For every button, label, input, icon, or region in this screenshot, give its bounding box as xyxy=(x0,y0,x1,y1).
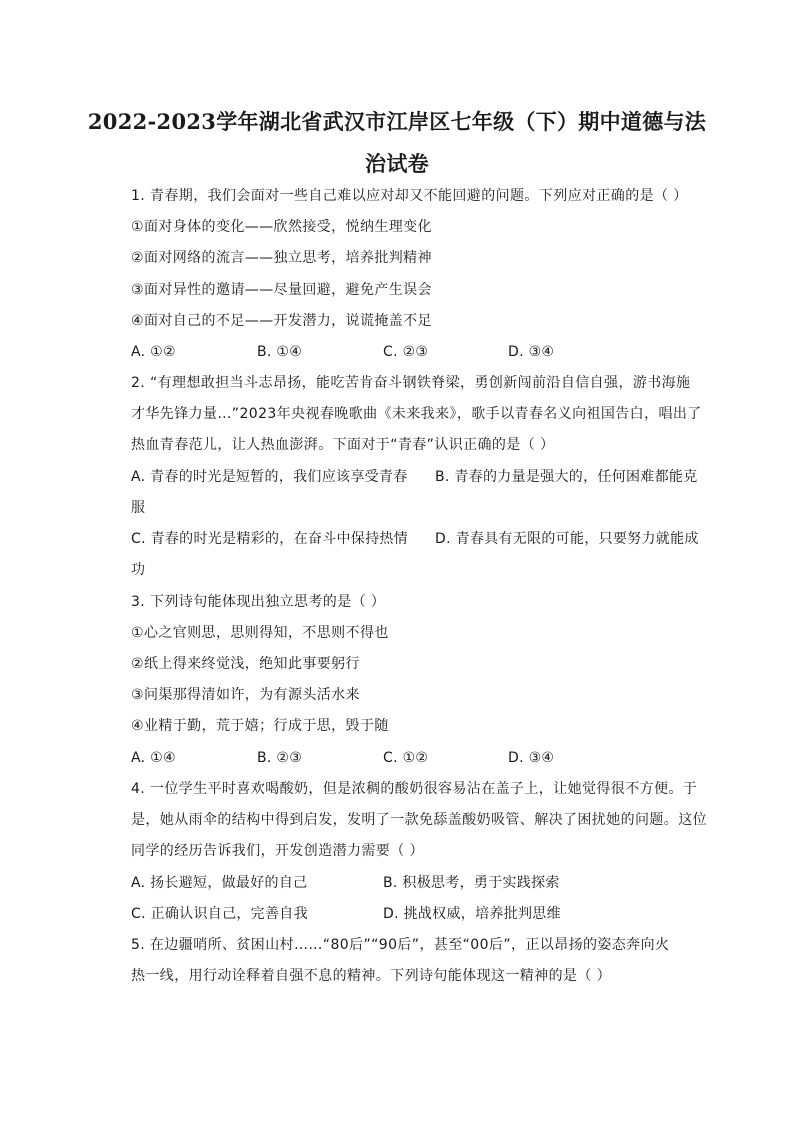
question-1-item-1: ①面对身体的变化——欣然接受，悦纳生理变化 xyxy=(131,219,432,235)
question-2-stem-line-3: 热血青春范儿，让人热血澎湃。下面对于“青春”认识正确的是（ ） xyxy=(131,437,555,453)
question-3-item-4: ④业精于勤，荒于嬉；行成于思，毁于随 xyxy=(131,718,389,734)
exam-title-line-2: 治试卷 xyxy=(365,151,429,176)
question-2-option-b-wrap: 服 xyxy=(131,500,146,516)
question-2-option-d-wrap: 功 xyxy=(131,562,146,578)
question-2-option-d[interactable]: D. 青春具有无限的可能，只要努力就能成 xyxy=(435,531,699,547)
question-1-item-2: ②面对网络的流言——独立思考，培养批判精神 xyxy=(131,250,432,266)
question-2-option-b[interactable]: B. 青春的力量是强大的，任何困难都能克 xyxy=(435,469,698,485)
question-1-option-b[interactable]: B. ①④ xyxy=(257,344,303,360)
question-3-item-2: ②纸上得来终觉浅，绝知此事要躬行 xyxy=(131,656,360,672)
question-4-stem-line-1: 4. 一位学生平时喜欢喝酸奶，但是浓稠的酸奶很容易沾在盖子上，让她觉得很不方便。于 xyxy=(131,781,698,797)
question-3-option-c[interactable]: C. ①② xyxy=(383,750,429,766)
question-2-stem-line-1: 2. “有理想敢担当斗志昂扬，能吃苦肯奋斗钢铁脊梁，勇创新闯前沿自信自强，游书海施 xyxy=(131,375,691,391)
exam-title-line-1: 2022-2023学年湖北省武汉市江岸区七年级（下）期中道德与法 xyxy=(87,109,707,134)
question-4-option-d[interactable]: D. 挑战权威，培养批判思维 xyxy=(383,906,561,922)
question-3-stem: 3. 下列诗句能体现出独立思考的是（ ） xyxy=(131,594,386,610)
question-3-option-b[interactable]: B. ②③ xyxy=(257,750,303,766)
question-1-option-a[interactable]: A. ①② xyxy=(131,344,176,360)
question-1-option-d[interactable]: D. ③④ xyxy=(508,344,555,360)
question-3-item-3: ③问渠那得清如许，为有源头活水来 xyxy=(131,687,360,703)
question-4-option-a[interactable]: A. 扬长避短，做最好的自己 xyxy=(131,875,308,891)
question-5-stem-line-2: 热一线，用行动诠释着自强不息的精神。下列诗句能体现这一精神的是（ ） xyxy=(131,968,612,984)
question-1-item-4: ④面对自己的不足——开发潜力，说谎掩盖不足 xyxy=(131,313,432,329)
question-1-stem: 1. 青春期，我们会面对一些自己难以应对却又不能回避的问题。下列应对正确的是（ ） xyxy=(131,188,688,204)
question-1-item-3: ③面对异性的邀请——尽量回避，避免产生误会 xyxy=(131,282,432,298)
question-3-item-1: ①心之官则思，思则得知，不思则不得也 xyxy=(131,625,389,641)
question-1-option-c[interactable]: C. ②③ xyxy=(383,344,429,360)
question-4-option-b[interactable]: B. 积极思考，勇于实践探索 xyxy=(383,875,560,891)
question-5-stem-line-1: 5. 在边疆哨所、贫困山村……“80后”“90后”，甚至“00后”，正以昂扬的姿态奔向火 xyxy=(131,937,670,953)
question-3-option-a[interactable]: A. ①④ xyxy=(131,750,176,766)
question-2-stem-line-2: 才华先锋力量…”2023年央视春晚歌曲《未来我来》，歌手以青春名义向祖国告白，唱出了 xyxy=(131,406,702,422)
question-3-option-d[interactable]: D. ③④ xyxy=(508,750,555,766)
question-2-option-a[interactable]: A. 青春的时光是短暂的，我们应该享受青春 xyxy=(131,469,408,485)
question-4-stem-line-3: 同学的经历告诉我们，开发创造潜力需要（ ） xyxy=(131,843,424,859)
question-4-stem-line-2: 是，她从雨伞的结构中得到启发，发明了一款免舔盖酸奶吸管、解决了困扰她的问题。这位 xyxy=(131,812,707,828)
question-2-option-c[interactable]: C. 青春的时光是精彩的，在奋斗中保持热情 xyxy=(131,531,408,547)
question-4-option-c[interactable]: C. 正确认识自己，完善自我 xyxy=(131,906,308,922)
